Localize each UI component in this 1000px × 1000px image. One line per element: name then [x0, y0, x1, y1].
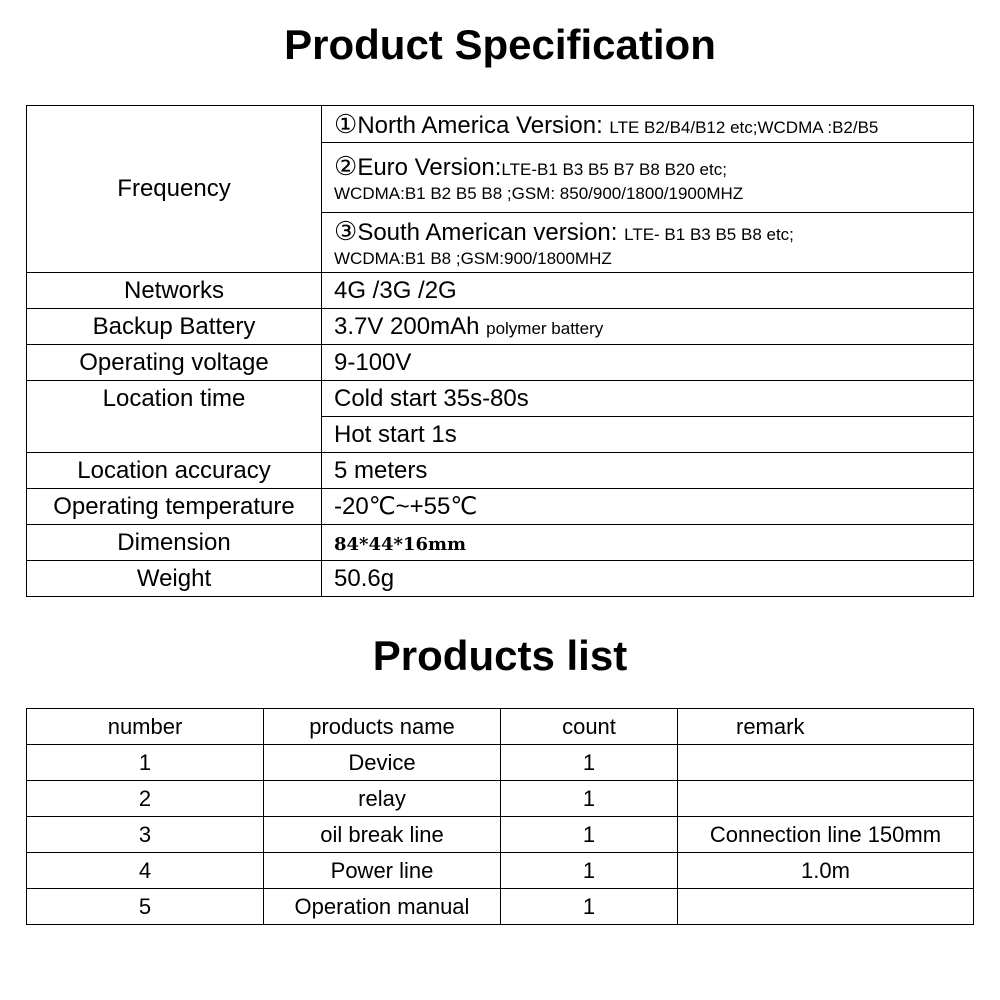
- accuracy-label: Location accuracy: [27, 453, 322, 489]
- voltage-value: 9-100V: [322, 345, 974, 381]
- battery-label: Backup Battery: [27, 309, 322, 345]
- table-row: [27, 853, 974, 889]
- row-number: 3: [27, 817, 264, 853]
- networks-value: 4G /3G /2G: [322, 273, 974, 309]
- table-row: [27, 817, 974, 853]
- header-number: number: [27, 709, 264, 745]
- cold-start-value: Cold start 35s-80s: [322, 381, 974, 417]
- row-name: relay: [264, 781, 501, 817]
- hot-start-value: Hot start 1s: [322, 417, 974, 453]
- row-count: 1: [501, 889, 678, 925]
- row-number: 2: [27, 781, 264, 817]
- weight-value: 50.6g: [322, 561, 974, 597]
- row-count: 1: [501, 781, 678, 817]
- row-remark: 1.0m: [678, 853, 974, 889]
- header-products-name: products name: [264, 709, 501, 745]
- na-main: North America Version:: [357, 111, 610, 139]
- battery-value: 3.7V 200mAh polymer battery: [322, 309, 974, 345]
- frequency-south-america: [322, 213, 974, 273]
- dimension-label: Dimension: [27, 525, 322, 561]
- table-header-row: [27, 709, 974, 745]
- row-name: Power line: [264, 853, 501, 889]
- eu-detail-2: WCDMA:B1 B2 B5 B8 ;GSM: 850/900/1800/1900MHZ: [334, 184, 744, 204]
- row-remark: [678, 889, 974, 925]
- products-list-title: Products list: [372, 632, 628, 679]
- row-remark: [678, 745, 974, 781]
- row-remark: Connection line 150mm: [678, 817, 974, 853]
- header-count: count: [501, 709, 678, 745]
- table-row: [27, 781, 974, 817]
- frequency-north-america: [322, 106, 974, 143]
- na-detail: LTE B2/B4/B12 etc;WCDMA :B2/B5: [609, 117, 879, 137]
- temperature-label: Operating temperature: [27, 489, 322, 525]
- voltage-label: Operating voltage: [27, 345, 322, 381]
- sa-detail-2: WCDMA:B1 B8 ;GSM:900/1800MHZ: [334, 249, 612, 269]
- weight-label: Weight: [27, 561, 322, 597]
- spec-title: Product Specification: [284, 21, 716, 68]
- row-count: 1: [501, 745, 678, 781]
- header-remark: remark: [678, 709, 974, 745]
- table-row: [27, 745, 974, 781]
- temperature-value: -20℃~+55℃: [322, 489, 974, 525]
- frequency-euro: [322, 143, 974, 213]
- sa-detail-1: LTE- B1 B3 B5 B8 etc;: [624, 225, 794, 245]
- spec-table: [26, 105, 974, 597]
- row-number: 5: [27, 889, 264, 925]
- eu-main: Euro Version:: [357, 154, 502, 182]
- circled-one-glyph: ①: [334, 108, 358, 139]
- networks-label: Networks: [27, 273, 322, 309]
- location-time-label: Location time: [27, 381, 322, 453]
- circled-two-glyph: ②: [334, 151, 358, 182]
- accuracy-value: 5 meters: [322, 453, 974, 489]
- row-name: oil break line: [264, 817, 501, 853]
- sa-main: South American version:: [357, 219, 625, 247]
- frequency-label: Frequency: [27, 106, 322, 273]
- circled-three-glyph: ③: [334, 216, 358, 247]
- table-row: [27, 889, 974, 925]
- products-table: [26, 708, 974, 925]
- row-number: 1: [27, 745, 264, 781]
- dimension-value: 84*44*16mm: [322, 525, 974, 561]
- eu-detail-1: LTE-B1 B3 B5 B7 B8 B20 etc;: [501, 160, 727, 180]
- row-name: Operation manual: [264, 889, 501, 925]
- row-remark: [678, 781, 974, 817]
- row-count: 1: [501, 817, 678, 853]
- row-name: Device: [264, 745, 501, 781]
- row-number: 4: [27, 853, 264, 889]
- row-count: 1: [501, 853, 678, 889]
